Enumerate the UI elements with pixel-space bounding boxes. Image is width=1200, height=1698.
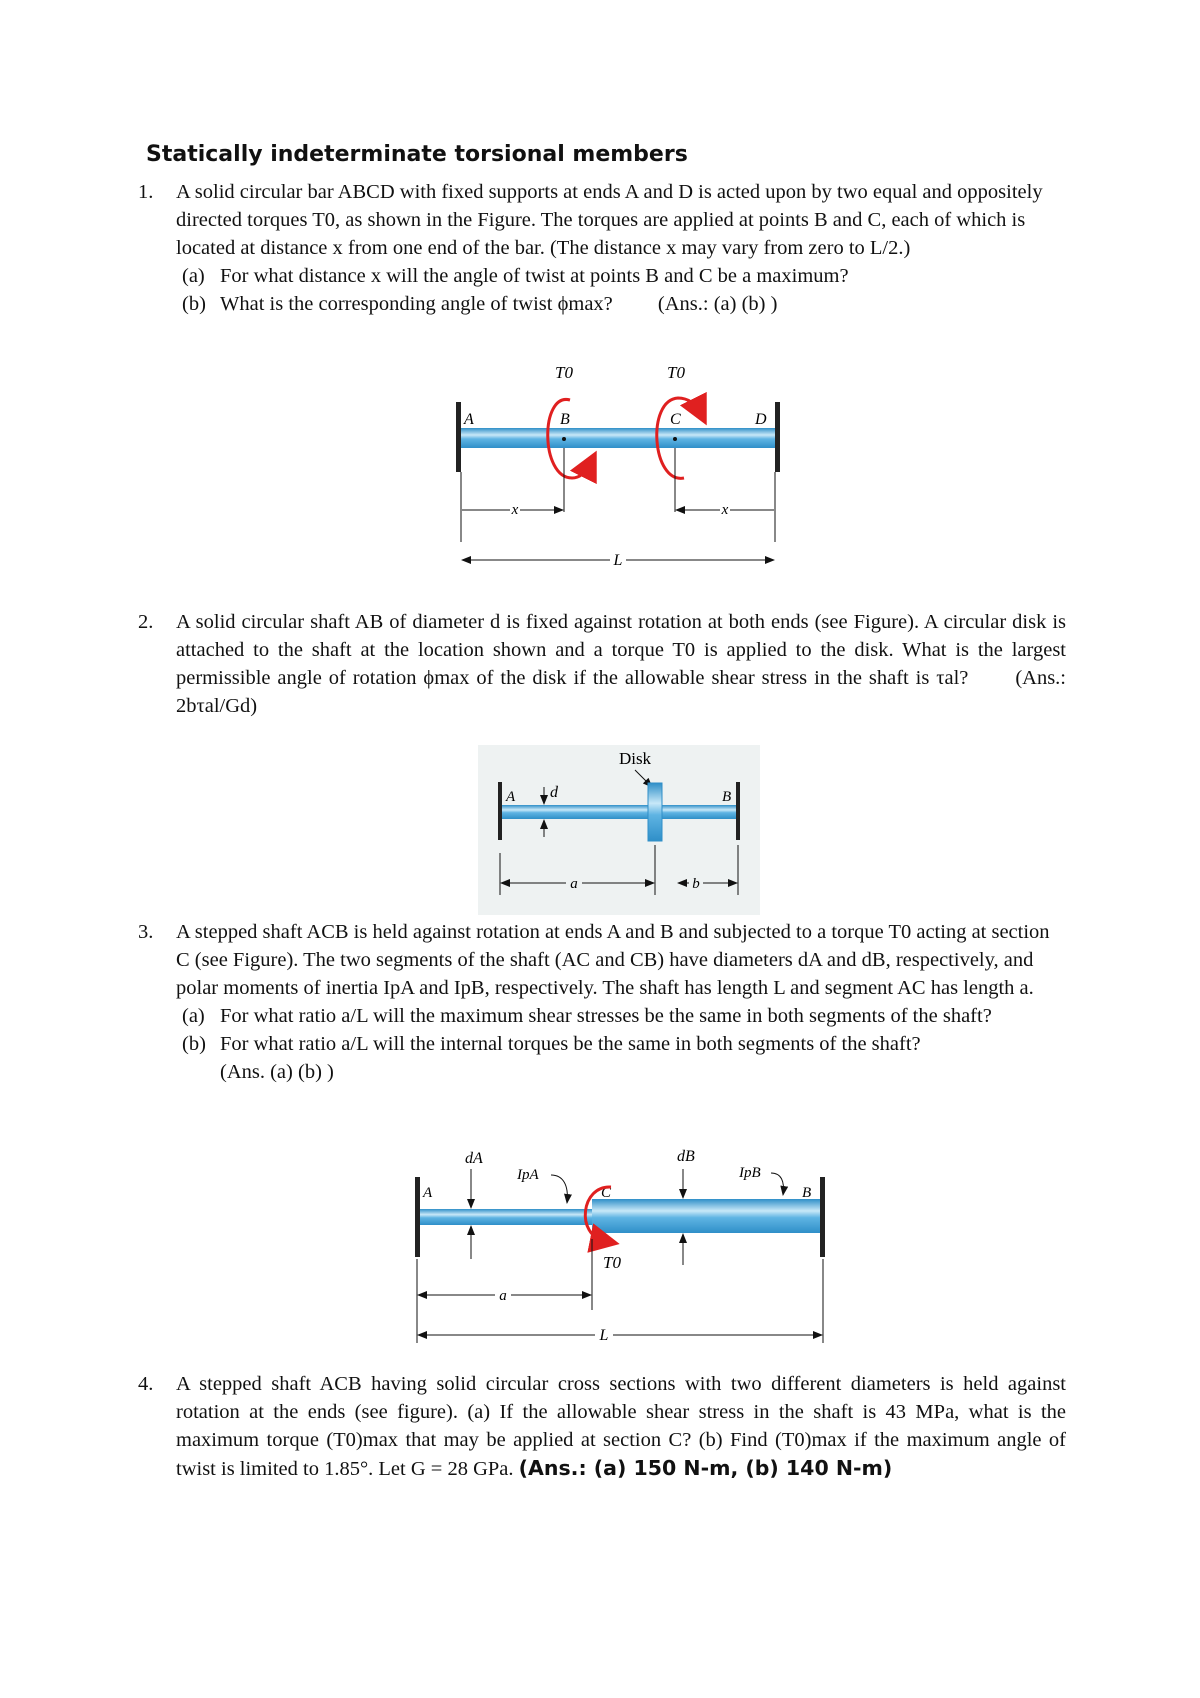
ipa-label: IpA (517, 1167, 539, 1183)
part-b: (b) What is the corresponding angle of twist ϕmax? (Ans.: (a) (b) ) (182, 293, 778, 315)
wall-a (456, 402, 461, 472)
a-label: a (499, 1288, 507, 1304)
problem-text: A solid circular shaft AB of diameter d is fixed against rotation at both ends (see Figure). A circular disk is attached to the shaft at the location shown and a torque T0 is applied to the disk. What is the largest permissible angle of rotation ϕmax of the disk if the allowable shear stress in the shaft is τal? (176, 611, 1066, 689)
point-b-label: B (560, 411, 570, 428)
figure-background (478, 745, 760, 915)
figure-1-bar-abcd (440, 360, 800, 590)
disk-label: Disk (618, 749, 652, 768)
answer: (Ans.: (a) 150 N-m, (b) 140 N-m) (518, 1456, 893, 1480)
point-b-label: B (802, 1185, 812, 1201)
problem-number: 2. (138, 611, 154, 633)
ipb-label: IpB (739, 1165, 761, 1181)
disk (648, 783, 662, 841)
shaft-segment-cb (592, 1199, 820, 1233)
problem-number: 1. (138, 181, 154, 203)
problem-text: A stepped shaft ACB is held against rotation at ends A and B and subjected to a torque T0 acting at section C (see Figure). The two segments of the shaft (AC and CB) have diameters dA and dB, respectively, and polar moments of inertia IpA and IpB, respectively. The shaft has length L and segment AC has length a. (176, 921, 1050, 999)
a-label: a (570, 876, 578, 892)
answer: (Ans. (a) (b) ) (220, 1061, 334, 1083)
problem-text: A stepped shaft ACB having solid circular cross sections with two different diameters is held against rotation at the ends (see figure). (a) If the allowable shear stress in the shaft is 43 MPa, what is the maximum torque (T0)max that may be applied at section C? (b) Find (T0)max if the maximum angle of twist is limited to 1.85°. Let G = 28 GPa. (176, 1373, 1066, 1480)
torque-b-label: T0 (555, 363, 573, 382)
wall-a (498, 782, 502, 840)
problem-number: 3. (138, 921, 154, 943)
answer: (Ans.: 2bτal/Gd) (176, 667, 1066, 717)
problem-1 (138, 178, 1066, 318)
point-c-dot (673, 437, 677, 441)
part-a: (a) For what distance x will the angle of twist at points B and C be a maximum? (182, 265, 849, 287)
part-a: (a) For what ratio a/L will the maximum shear stresses be the same in both segments of the shaft? (182, 1005, 992, 1027)
l-label: L (613, 552, 623, 569)
point-b-dot (562, 437, 566, 441)
wall-a (415, 1177, 420, 1257)
problem-4 (138, 1370, 1066, 1483)
point-a-label: A (423, 1185, 433, 1201)
problem-3 (138, 918, 1066, 1086)
torque-label: T0 (603, 1253, 621, 1272)
problem-2 (138, 608, 1066, 720)
point-c-label: C (670, 411, 681, 428)
figure-3-stepped-shaft (405, 1135, 835, 1345)
answer-row (182, 1058, 1066, 1086)
point-b-label: B (722, 789, 732, 805)
d-label: d (550, 784, 558, 801)
wall-b (736, 782, 740, 840)
l-label: L (599, 1327, 609, 1344)
x-label-left: x (511, 502, 519, 518)
b-label: b (692, 876, 700, 892)
figure-2-shaft-with-disk (478, 745, 760, 915)
point-c-label: C (601, 1185, 612, 1201)
db-label: dB (677, 1148, 695, 1165)
wall-d (775, 402, 780, 472)
wall-b (820, 1177, 825, 1257)
page-title: Statically indeterminate torsional members (146, 142, 688, 167)
shaft (461, 428, 775, 448)
shaft-segment-ac (420, 1209, 592, 1225)
point-a-label: A (506, 789, 516, 805)
x-label-right: x (721, 502, 729, 518)
problem-text: A solid circular bar ABCD with fixed supports at ends A and D is acted upon by two equal and oppositely directed torques T0, as shown in the Figure. The torques are applied at points B and C, each of which is located at distance x from one end of the bar. (The distance x may vary from zero to L/2.) (176, 181, 1043, 259)
point-d-label: D (755, 411, 767, 428)
point-a-label: A (464, 411, 474, 428)
da-label: dA (465, 1150, 483, 1167)
problem-number: 4. (138, 1373, 154, 1395)
torque-c-label: T0 (667, 363, 685, 382)
answer: (Ans.: (a) (b) ) (657, 293, 778, 315)
part-b: (b) For what ratio a/L will the internal torques be the same in both segments of the shaft? (182, 1033, 921, 1055)
shaft (502, 805, 736, 819)
